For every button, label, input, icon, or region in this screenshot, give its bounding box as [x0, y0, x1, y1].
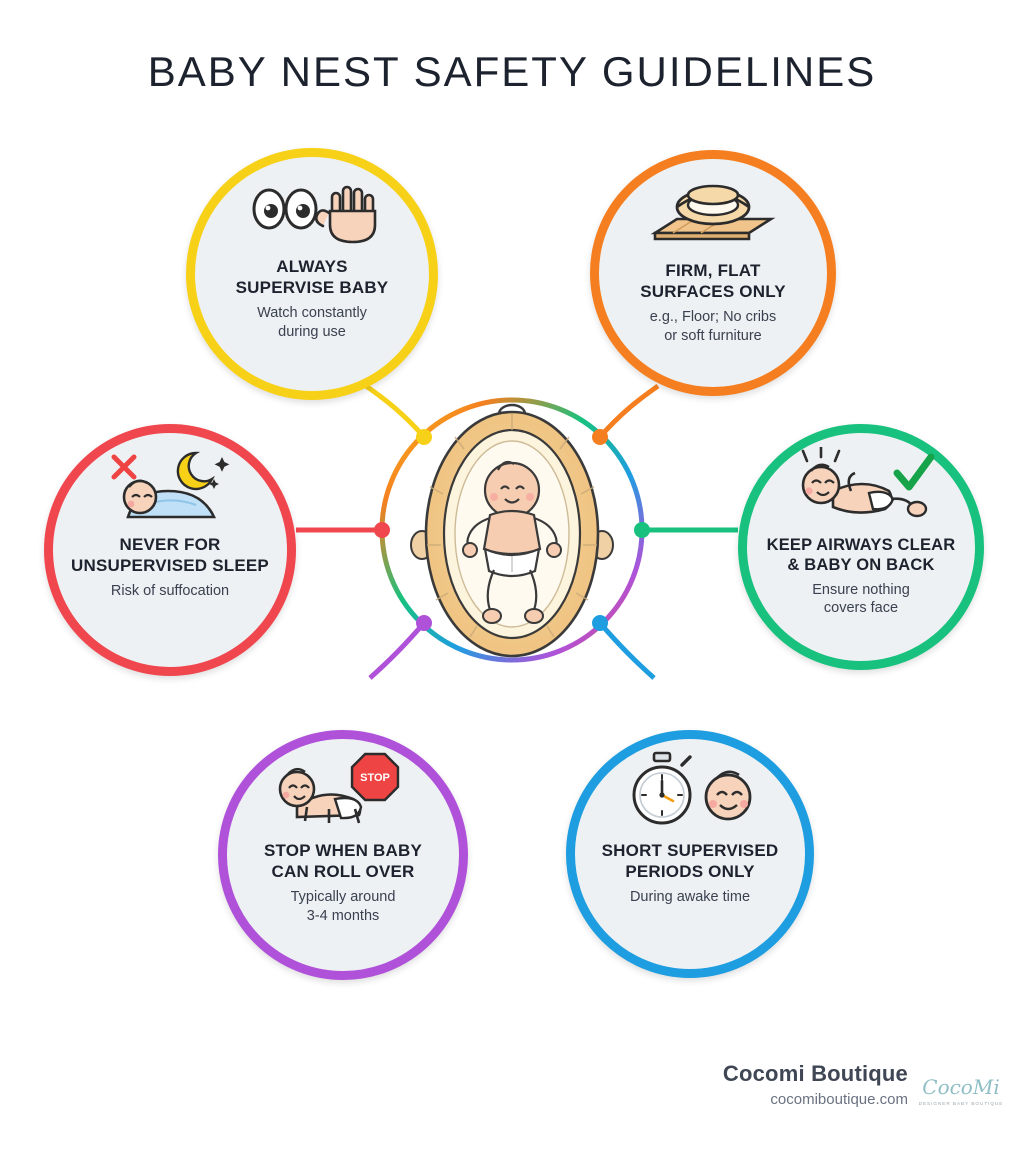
connector-yellow — [366, 386, 424, 437]
card-subtext: Risk of suffocation — [110, 583, 230, 600]
baby-on-back-check-icon — [781, 439, 941, 525]
guideline-card-short-supervised-periods-only[interactable] — [566, 730, 814, 978]
guideline-card-always-supervise-baby[interactable] — [186, 148, 438, 400]
card-headline: NEVER FOR UNSUPERVISED SLEEP — [71, 535, 269, 575]
junction-dot-red — [374, 522, 390, 538]
junction-dot-yellow — [416, 429, 432, 445]
card-subtext: Ensure nothing covers face — [812, 582, 910, 617]
page-title: BABY NEST SAFETY GUIDELINES — [147, 48, 877, 95]
nest-on-floor-icon — [647, 165, 779, 251]
crawling-baby-stop-sign-icon — [263, 745, 423, 831]
logo-tagline: DESIGNER BABY BOUTIQUE — [918, 1101, 1004, 1106]
svg-text:STOP: STOP — [360, 772, 390, 784]
card-headline: FIRM, FLAT SURFACES ONLY — [640, 261, 786, 301]
guideline-card-keep-airways-clear[interactable] — [738, 424, 984, 670]
footer-brand-block — [723, 1061, 908, 1108]
junction-dot-orange — [592, 429, 608, 445]
connector-purple — [370, 623, 424, 678]
junction-dot-purple — [416, 615, 432, 631]
card-headline: SHORT SUPERVISED PERIODS ONLY — [601, 841, 779, 881]
card-headline: STOP WHEN BABY CAN ROLL OVER — [263, 841, 423, 881]
card-headline: KEEP AIRWAYS CLEAR & BABY ON BACK — [766, 536, 956, 575]
brand-logo — [918, 1077, 1004, 1106]
sleeping-baby-crossed-icon — [92, 439, 248, 525]
card-subtext: Watch constantly during use — [257, 305, 367, 340]
card-subtext: During awake time — [629, 889, 751, 906]
card-headline: ALWAYS SUPERVISE BABY — [235, 257, 389, 297]
guideline-card-stop-when-baby-can-roll-over[interactable] — [218, 730, 468, 980]
connector-blue — [600, 623, 654, 678]
connector-orange — [600, 386, 658, 437]
card-subtext: Typically around 3-4 months — [290, 889, 396, 924]
guideline-card-firm-flat-surfaces-only[interactable] — [590, 150, 836, 396]
logo-wordmark: CocoMi — [922, 1075, 1000, 1099]
card-subtext: e.g., Floor; No cribs or soft furniture — [649, 309, 777, 344]
guideline-card-never-for-unsupervised-sleep[interactable] — [44, 424, 296, 676]
stopwatch-baby-icon — [610, 745, 770, 831]
junction-dot-blue — [592, 615, 608, 631]
eyes-and-hand-icon — [237, 163, 387, 249]
brand-website[interactable]: cocomiboutique.com — [770, 1091, 908, 1108]
brand-name: Cocomi Boutique — [722, 1061, 908, 1086]
junction-dot-green — [634, 522, 650, 538]
